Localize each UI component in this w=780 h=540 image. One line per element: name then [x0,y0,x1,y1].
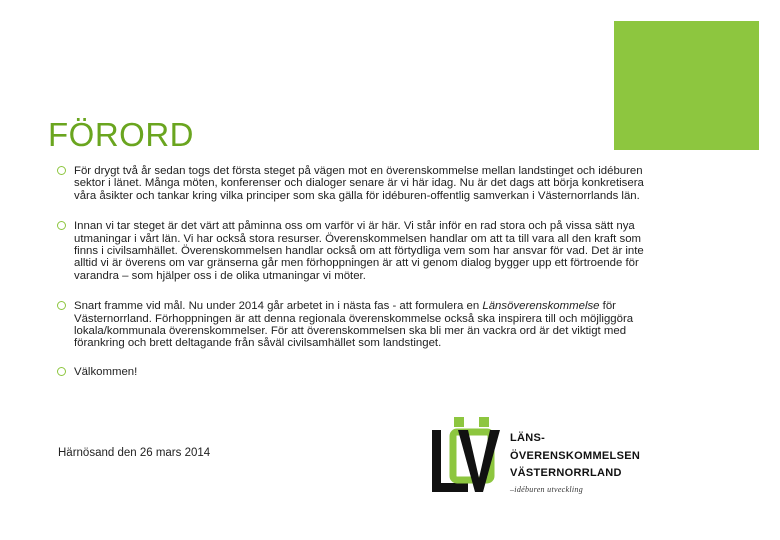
logo-line-2: ÖVERENSKOMMELSEN [510,450,641,462]
list-item [57,165,665,202]
list-item [57,220,665,282]
list-item [57,300,665,350]
logo-line-1: LÄNS- [510,432,546,444]
paragraph-next-phase-start: Snart framme vid mål. Nu under 2014 går arbetet in i nästa fas - att formulera en [74,300,483,313]
paragraph-intro: För drygt två år sedan togs det första steget på vägen mot en överenskommelse mellan landstinget och idéburen sektor i länet. Många möten, konferenser och dialoger senare är vi här idag. Nu är det dags att börja konkretisera våra åsikter och tankar kring vilka principer som ska gälla för idéburen-offentlig samverkan i Västernorrlands län. [74,165,644,202]
paragraph-next-phase-end: för Västernorrland. Förhoppningen är att denna regionala överenskommelse också ska inspirera till och möjliggöra lokala/kommunala överenskommelser. För att överenskommelsen ska bli mer än vackra ord är det viktigt med förankring och brett deltagande från såväl civilsamhället som landstinget. [74,300,634,350]
welcome-text: Välkommen! [74,365,138,378]
bullet-circle-icon [57,166,66,175]
page-title: FÖRORD [48,116,194,153]
bullet-circle-icon [57,301,66,310]
signoff-date: Härnösand den 26 mars 2014 [58,447,211,459]
bullet-circle-icon [57,221,66,230]
logo-tagline: –idéburen utveckling [510,485,584,494]
logo-line-3: VÄSTERNORRLAND [510,467,622,479]
paragraph-purpose: Innan vi tar steget är det värt att påminna oss om varför vi är här. Vi står inför en rad stora och på vissa sätt nya utmaningar i vårt län. Vi har också stora resurser. Överenskommelsen handlar om att ta till vara all den kraft som finns i civilsamhället. Överenskommelsen handlar också om att förtydliga vem som har ansvar för vad. Det är inte alltid vi är överens om var gränserna går men förhoppningen är att vi genom dialog bygger upp ett förtroende för varandra – som hjälper oss i de olika utmaningar vi möter. [74,220,644,282]
document-name: Länsöverenskommelse [482,300,600,313]
list-item [57,366,665,378]
bullet-list [57,165,665,378]
bullet-circle-icon [57,367,66,376]
accent-block [614,21,759,150]
